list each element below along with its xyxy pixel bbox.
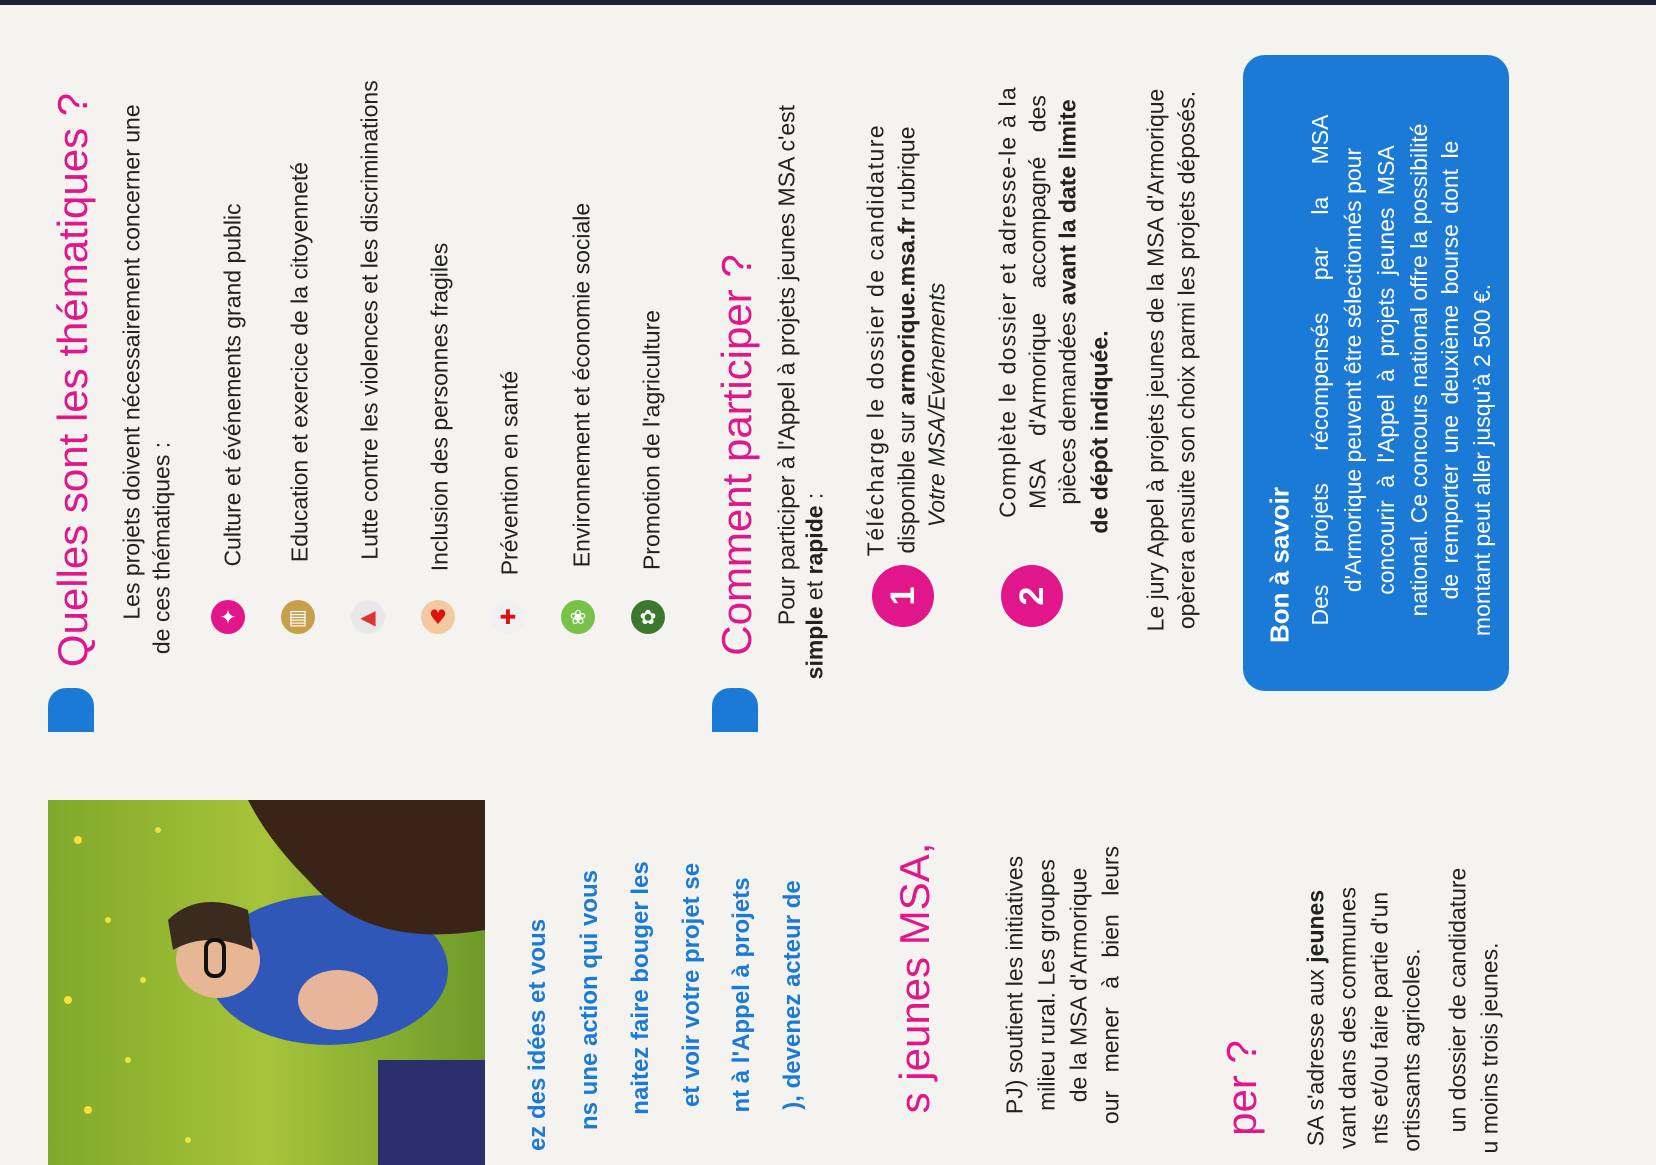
helping-hand-icon: ♥ [421,600,455,634]
step2-line2: MSA d'Armorique accompagné des [1024,95,1051,509]
theme-inclusion: Inclusion des personnes fragiles [426,242,453,572]
left-pink-title2: per ? [1218,1040,1265,1136]
jury-line2: opèrera ensuite son choix parmi les projets déposés. [1173,90,1200,630]
left-body2-line2: vant dans des communes [1334,886,1361,1150]
step1-line2-pre: disponible sur [893,405,920,554]
left-body3-line2: u moins trois jeunes. [1476,942,1503,1154]
date-limite-text: avant la date limite [1054,99,1081,306]
left-blue-line2: ns une action qui vous [576,869,603,1131]
left-body2-line3: nts et/ou faire partie d'un [1366,891,1393,1145]
photo-illustration [48,800,485,1165]
bon-a-savoir-line2: d'Armorique peuvent être sélectionnés pour [1340,147,1366,593]
section2-marker [712,688,758,732]
theme-environnement: Environnement et économie sociale [568,202,595,568]
leaf-icon: ❀ [561,600,595,634]
jury-line1: Le jury Appel à projets jeunes de la MSA d'Armorique [1142,88,1169,632]
section1-title: Quelles sont les thématiques ? [49,92,96,668]
left-pink-title: s jeunes MSA, [891,842,938,1114]
theme-prevention: Prévention en santé [496,370,523,576]
left-body-line2: milieu rural. Les groupes [1033,859,1060,1111]
left-blue-line6: ), devenez acteur de [779,880,806,1110]
section1-marker [48,688,94,732]
bon-a-savoir-line1: Des projets récompensés par la MSA [1307,114,1333,626]
left-blue-line4: et voir votre projet se [678,862,705,1108]
left-blue-line5: nt à l'Appel à projets [728,877,755,1113]
section1-intro-line2: de ces thématiques : [148,441,175,655]
step1-line3: Votre MSA/Evénements [923,282,950,528]
left-body-line4: our mener à bien leurs [1097,845,1124,1125]
simple-text: simple [801,606,828,680]
theme-education: Education et exercice de la citoyenneté [286,161,313,563]
jeunes-text: jeunes [1302,889,1329,963]
step1-line1: Télécharge le dossier de candidature [862,123,889,557]
section2-title: Comment participer ? [713,254,760,656]
step1-badge: 1 [872,565,934,627]
step2-line1: Complète le dossier et adresse-le à la [994,86,1021,518]
step2-line3 [1052,99,1085,504]
left-body3-line1: un dossier de candidature [1444,867,1471,1133]
step2-line4: de dépôt indiquée. [1086,330,1113,534]
theme-violences: Lutte contre les violences et les discriminations [356,80,383,560]
left-body-line3: de la MSA d'Armorique [1065,867,1092,1103]
rapide-text: rapide [801,505,828,575]
agriculture-icon: ✿ [631,600,665,634]
left-body2-pre: SA s'adresse aux [1302,962,1329,1147]
step2-badge: 2 [1001,565,1063,627]
bon-a-savoir-line4: national. Ce concours national offre la possibilité [1406,123,1432,617]
left-body2-line1 [1300,890,1333,1146]
megaphone-icon: ◀ [351,600,385,634]
colon-text: : [801,492,828,506]
left-blue-line1: ez des idées et vous [524,918,551,1152]
photo-young-people [48,800,485,1165]
bon-a-savoir-line3: concourir à l'Appel à projets jeunes MSA [1373,145,1399,595]
culture-icon: ✦ [211,600,245,634]
bon-a-savoir-title: Bon à savoir [1264,486,1295,644]
section2-intro-line2 [799,493,832,680]
step2-line3-pre: pièces demandées [1054,305,1081,505]
step1-line2-post: rubrique [893,126,920,218]
left-blue-line3: naitez faire bouger les [627,861,654,1115]
step1-line2 [891,127,924,554]
bon-a-savoir-line6: montant peut aller jusqu'à 2 500 €. [1469,283,1495,637]
theme-agriculture: Promotion de l'agriculture [638,309,665,571]
left-body2-line4: ortissants agricoles. [1398,948,1425,1152]
et-text: et [801,574,828,607]
left-body-line1: PJ) soutient les initiatives [1001,855,1028,1115]
section2-intro-line1: Pour participer à l'Appel à projets jeunes MSA c'est [773,104,800,626]
bon-a-savoir-line5: de remporter une deuxième bourse dont le [1437,140,1463,600]
education-icon: ▤ [281,600,315,634]
section1-intro-line1: Les projets doivent nécessairement concerner une [118,104,145,620]
theme-culture: Culture et événements grand public [219,203,246,567]
health-icon: ✚ [491,600,525,634]
armorique-link[interactable]: armorique.msa.fr [893,217,920,406]
